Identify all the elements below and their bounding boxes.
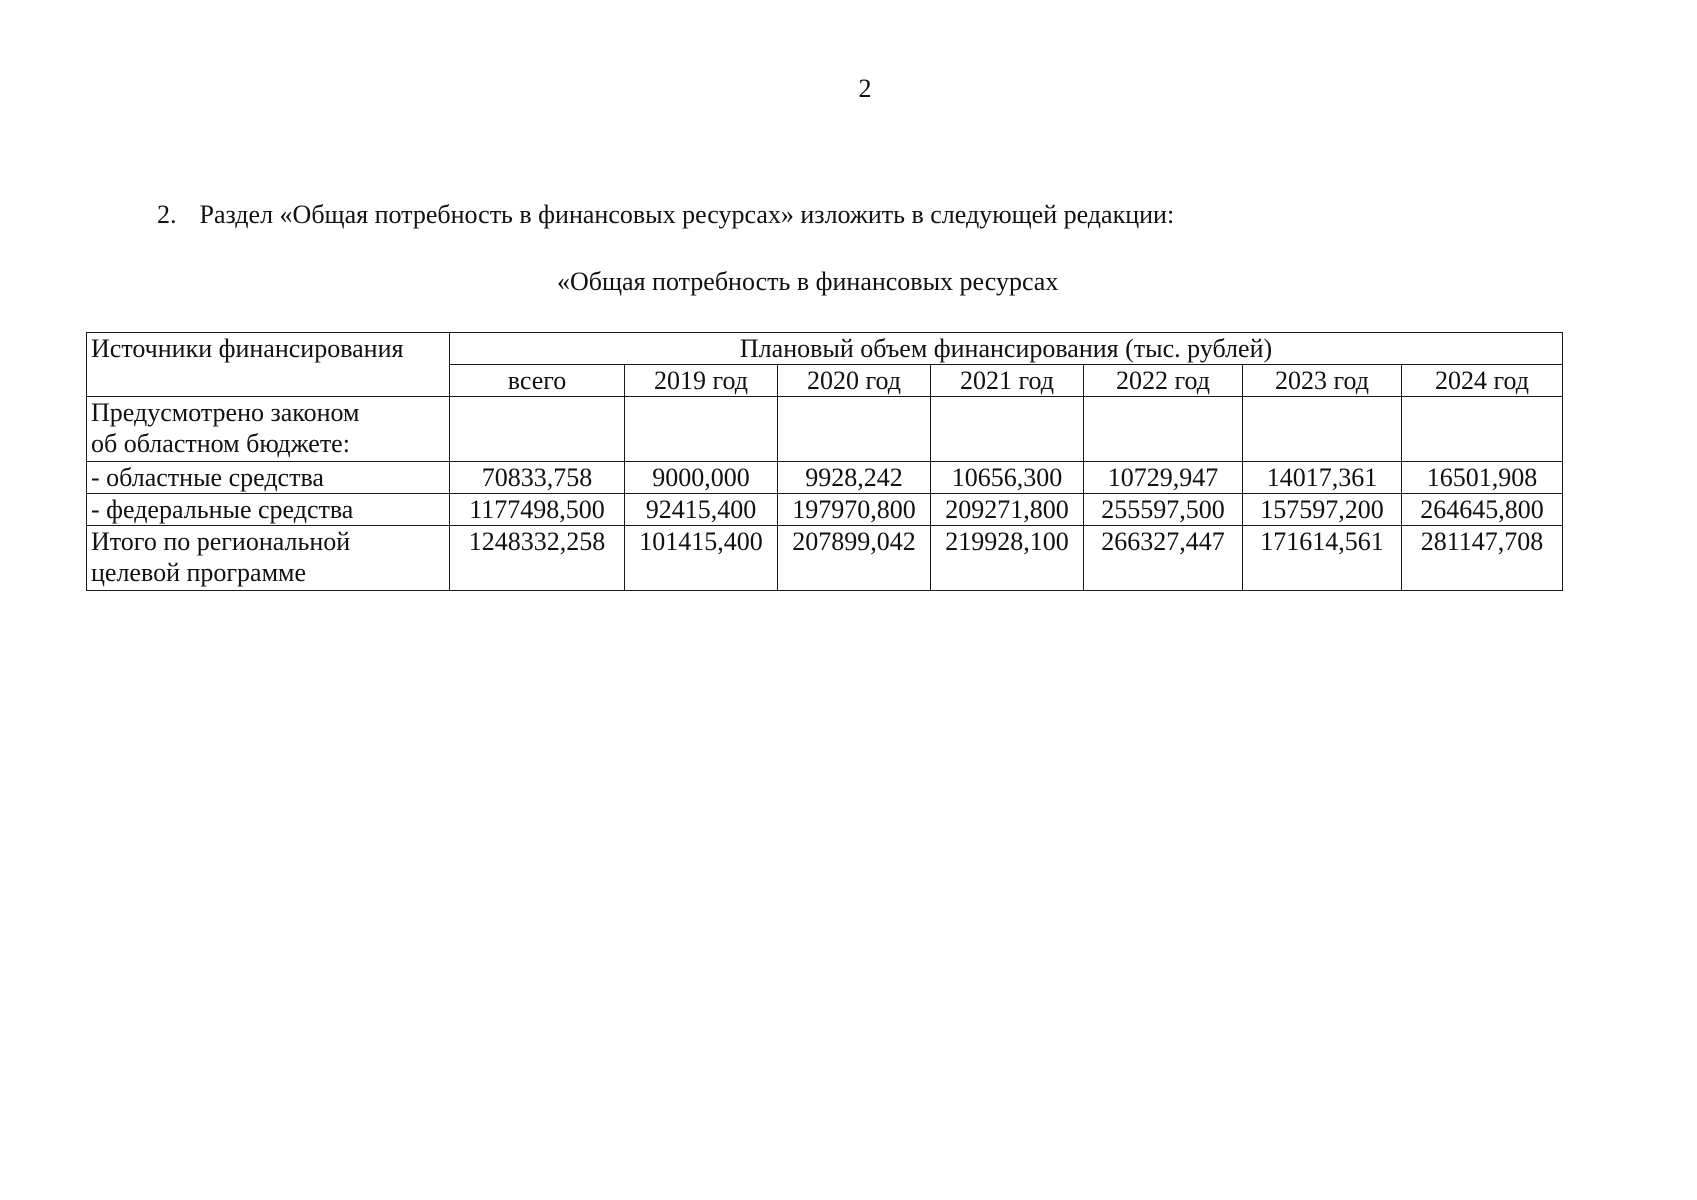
table-cell — [1084, 397, 1243, 462]
table-cell: 14017,361 — [1243, 462, 1402, 494]
table-cell — [1243, 397, 1402, 462]
row-label — [87, 397, 450, 462]
table-title: «Общая потребность в финансовых ресурсах — [557, 267, 1059, 296]
financing-table — [86, 332, 1563, 591]
table-cell: 281147,708 — [1402, 526, 1563, 591]
paragraph-number: 2. — [157, 200, 177, 229]
source-header: Источники финансирования — [87, 333, 450, 397]
column-header: 2019 год — [625, 365, 778, 397]
table-cell: 209271,800 — [931, 494, 1084, 526]
table-cell: 10656,300 — [931, 462, 1084, 494]
table-cell: 197970,800 — [778, 494, 931, 526]
row-label-line: целевой программе — [91, 558, 307, 587]
row-label-line: Предусмотрено законом — [91, 398, 360, 427]
table-row — [87, 462, 1563, 494]
table-cell — [450, 397, 625, 462]
row-label — [87, 526, 450, 591]
section-paragraph — [157, 200, 1174, 230]
row-label: - областные средства — [87, 462, 450, 494]
table-cell — [1402, 397, 1563, 462]
table-cell: 70833,758 — [450, 462, 625, 494]
table-cell — [931, 397, 1084, 462]
paragraph-text: Раздел «Общая потребность в финансовых ресурсах» изложить в следующей редакции: — [199, 200, 1175, 229]
row-label-line: об областном бюджете: — [91, 429, 350, 458]
plan-header: Плановый объем финансирования (тыс. рублей) — [450, 333, 1563, 365]
column-header: 2023 год — [1243, 365, 1402, 397]
table-cell: 10729,947 — [1084, 462, 1243, 494]
table-cell: 101415,400 — [625, 526, 778, 591]
table-row — [87, 397, 1563, 462]
row-label: - федеральные средства — [87, 494, 450, 526]
table-cell: 9000,000 — [625, 462, 778, 494]
table-cell: 16501,908 — [1402, 462, 1563, 494]
table-cell: 207899,042 — [778, 526, 931, 591]
table-cell: 219928,100 — [931, 526, 1084, 591]
table-cell: 1248332,258 — [450, 526, 625, 591]
table-row — [87, 526, 1563, 591]
table-cell: 92415,400 — [625, 494, 778, 526]
row-label-line: Итого по региональной — [91, 527, 351, 556]
table-cell: 264645,800 — [1402, 494, 1563, 526]
column-header: 2024 год — [1402, 365, 1563, 397]
table-cell: 157597,200 — [1243, 494, 1402, 526]
table-cell: 1177498,500 — [450, 494, 625, 526]
header-row-1 — [87, 333, 1563, 365]
column-header: 2022 год — [1084, 365, 1243, 397]
table-cell — [778, 397, 931, 462]
table-cell — [625, 397, 778, 462]
table-cell: 171614,561 — [1243, 526, 1402, 591]
column-header: 2020 год — [778, 365, 931, 397]
table-row — [87, 494, 1563, 526]
table-cell: 266327,447 — [1084, 526, 1243, 591]
table-cell: 255597,500 — [1084, 494, 1243, 526]
column-header: всего — [450, 365, 625, 397]
table-cell: 9928,242 — [778, 462, 931, 494]
column-header: 2021 год — [931, 365, 1084, 397]
page-number: 2 — [858, 74, 872, 103]
